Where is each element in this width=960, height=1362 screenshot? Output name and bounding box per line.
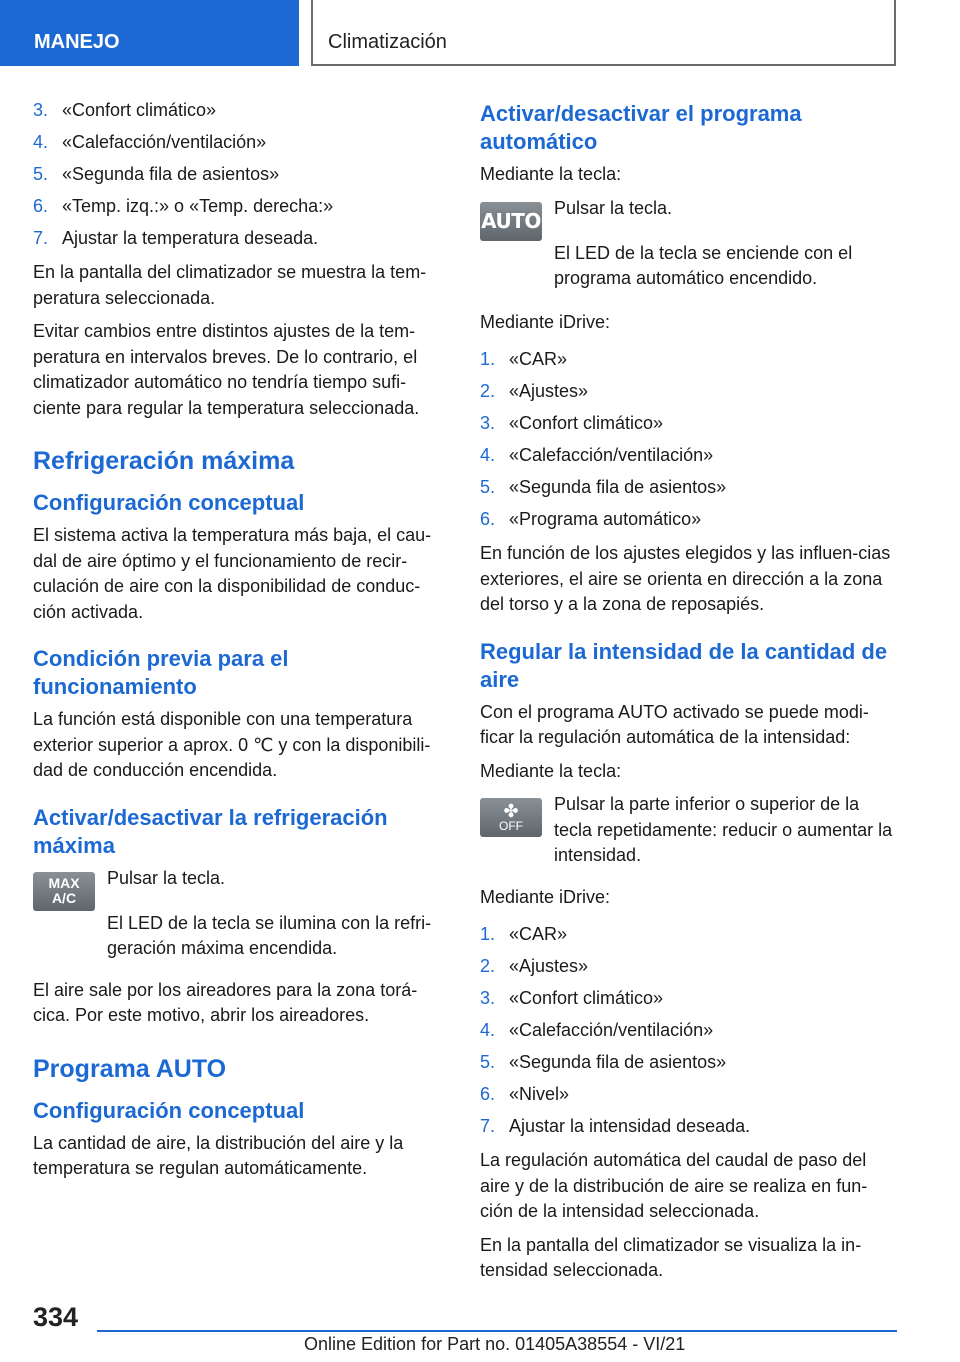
subsection-heading: Configuración conceptual bbox=[33, 490, 305, 515]
list-item bbox=[33, 100, 447, 121]
footer-divider bbox=[97, 1330, 897, 1332]
step-number: 2. bbox=[480, 381, 496, 401]
list-item bbox=[480, 924, 896, 945]
step-number: 5. bbox=[480, 477, 496, 497]
step-text: «Segunda fila de asientos» bbox=[62, 164, 280, 184]
step-text: Ajustar la temperatura deseada. bbox=[62, 228, 319, 248]
fan-instruction bbox=[480, 792, 896, 877]
list-item bbox=[480, 988, 896, 1009]
list-item bbox=[33, 132, 447, 153]
step-number: 4. bbox=[480, 445, 496, 465]
paragraph: Mediante iDrive: bbox=[480, 886, 611, 907]
step-text: «Segunda fila de asientos» bbox=[509, 477, 727, 497]
auto-instruction bbox=[480, 196, 896, 241]
list-item bbox=[480, 413, 896, 434]
step-number: 7. bbox=[33, 228, 49, 248]
list-item bbox=[480, 477, 896, 498]
instruction-text: El LED de la tecla se enciende con el programa automático encendido. bbox=[554, 242, 853, 288]
subsection-heading: Configuración conceptual bbox=[33, 1097, 305, 1123]
fan-icon: ✤ bbox=[503, 801, 519, 821]
step-text: «CAR» bbox=[509, 349, 568, 369]
step-number: 3. bbox=[480, 413, 496, 433]
max-ac-icon-line1: MAX bbox=[48, 875, 80, 891]
left-column bbox=[33, 100, 447, 1190]
step-number: 6. bbox=[480, 509, 496, 529]
list-item bbox=[480, 1052, 896, 1073]
step-text: «Segunda fila de asientos» bbox=[509, 1052, 727, 1072]
step-number: 4. bbox=[480, 1020, 496, 1040]
paragraph: En la pantalla del climatizador se muestra la tem-peratura seleccionada. bbox=[33, 262, 427, 308]
list-item bbox=[480, 956, 896, 977]
step-text: «Calefacción/ventilación» bbox=[62, 132, 267, 152]
section-tab: MANEJO bbox=[0, 0, 299, 66]
step-number: 1. bbox=[480, 349, 496, 369]
section-heading: Refrigeración máxima bbox=[33, 447, 295, 475]
list-item bbox=[33, 228, 447, 249]
auto-button-icon: AUTO bbox=[480, 202, 542, 241]
paragraph: La función está disponible con una temperatura exterior superior a aprox. 0 ℃ y con la disponibili-dad de conducción encendida. bbox=[33, 709, 431, 780]
paragraph: El sistema activa la temperatura más baja, el cau-dal de aire óptimo y el funcionamiento de recir-culación de aire con la disponibilidad de conduc-ción activada. bbox=[33, 525, 432, 622]
max-ac-icon-line2: A/C bbox=[51, 890, 77, 906]
step-number: 6. bbox=[480, 1084, 496, 1104]
list-item bbox=[480, 1020, 896, 1041]
step-number: 1. bbox=[480, 924, 496, 944]
step-text: «Ajustes» bbox=[509, 381, 589, 401]
max-ac-button-icon bbox=[33, 872, 95, 911]
list-item bbox=[480, 445, 896, 466]
list-item bbox=[33, 196, 447, 217]
step-number: 4. bbox=[33, 132, 49, 152]
paragraph: En función de los ajustes elegidos y las influen-cias exteriores, el aire se orienta en dirección a la zona del torso y a la zona de reposapiés. bbox=[480, 543, 891, 614]
paragraph: El aire sale por los aireadores para la zona torá-cica. Por este motivo, abrir los aireadores. bbox=[33, 979, 418, 1025]
instruction-text: Pulsar la tecla. bbox=[554, 197, 673, 218]
list-item bbox=[480, 1116, 896, 1137]
list-item bbox=[480, 509, 896, 530]
instruction-text: Pulsar la tecla. bbox=[107, 867, 226, 888]
subsection-heading: Activar/desactivar el programa automático bbox=[480, 101, 802, 154]
instruction-text: Pulsar la parte inferior o superior de la tecla repetidamente: reducir o aumentar la intensidad. bbox=[554, 794, 893, 865]
step-number: 7. bbox=[480, 1116, 496, 1136]
step-number: 3. bbox=[33, 100, 49, 120]
paragraph: La cantidad de aire, la distribución del aire y la temperatura se regulan automáticamente. bbox=[33, 1132, 404, 1178]
step-text: «Calefacción/ventilación» bbox=[509, 1020, 714, 1040]
list-item bbox=[480, 1084, 896, 1105]
step-number: 3. bbox=[480, 988, 496, 1008]
step-text: «Calefacción/ventilación» bbox=[509, 445, 714, 465]
step-number: 5. bbox=[33, 164, 49, 184]
paragraph: Mediante iDrive: bbox=[480, 311, 611, 332]
step-text: «Nivel» bbox=[509, 1084, 570, 1104]
step-text: «Programa automático» bbox=[509, 509, 702, 529]
paragraph: Mediante la tecla: bbox=[480, 164, 622, 184]
maxac-instruction bbox=[33, 866, 447, 911]
subsection-heading: Regular la intensidad de la cantidad de aire bbox=[480, 638, 888, 692]
paragraph: Con el programa AUTO activado se puede modi-ficar la regulación automática de la intensidad: bbox=[480, 701, 869, 747]
subsection-heading: Activar/desactivar la refrigeración máxima bbox=[33, 804, 388, 858]
step-number: 5. bbox=[480, 1052, 496, 1072]
list-item bbox=[33, 164, 447, 185]
right-column bbox=[480, 100, 896, 1292]
step-number: 2. bbox=[480, 956, 496, 976]
step-number: 6. bbox=[33, 196, 49, 216]
step-text: «CAR» bbox=[509, 924, 568, 944]
subsection-heading: Condición previa para el funcionamiento bbox=[33, 646, 289, 699]
paragraph: Mediante la tecla: bbox=[480, 760, 622, 781]
list-item bbox=[480, 349, 896, 370]
fan-off-label: OFF bbox=[499, 819, 523, 833]
step-text: «Confort climático» bbox=[62, 100, 217, 120]
instruction-text: El LED de la tecla se ilumina con la refri-geración máxima encendida. bbox=[107, 912, 432, 958]
edition-note: Online Edition for Part no. 01405A38554 - VI/21 bbox=[304, 1334, 686, 1354]
step-text: «Confort climático» bbox=[509, 988, 664, 1008]
step-text: «Ajustes» bbox=[509, 956, 589, 976]
paragraph: La regulación automática del caudal de paso del aire y de la distribución de aire se realiza en fun-ción de la intensidad seleccionada. bbox=[480, 1150, 868, 1221]
paragraph: En la pantalla del climatizador se visualiza la in-tensidad seleccionada. bbox=[480, 1234, 862, 1280]
section-heading: Programa AUTO bbox=[33, 1054, 227, 1083]
page-number: 334 bbox=[33, 1302, 79, 1332]
chapter-title: Climatización bbox=[311, 0, 896, 66]
list-item bbox=[480, 381, 896, 402]
step-text: Ajustar la intensidad deseada. bbox=[509, 1116, 751, 1136]
step-text: «Confort climático» bbox=[509, 413, 664, 433]
paragraph: Evitar cambios entre distintos ajustes de la tem-peratura en intervalos breves. De lo contrario, el climatizador automático no tendría tiempo sufi-ciente para regular la temperatura seleccionada. bbox=[33, 321, 420, 418]
step-text: «Temp. izq.:» o «Temp. derecha:» bbox=[62, 196, 334, 216]
fan-button-icon bbox=[480, 798, 542, 837]
